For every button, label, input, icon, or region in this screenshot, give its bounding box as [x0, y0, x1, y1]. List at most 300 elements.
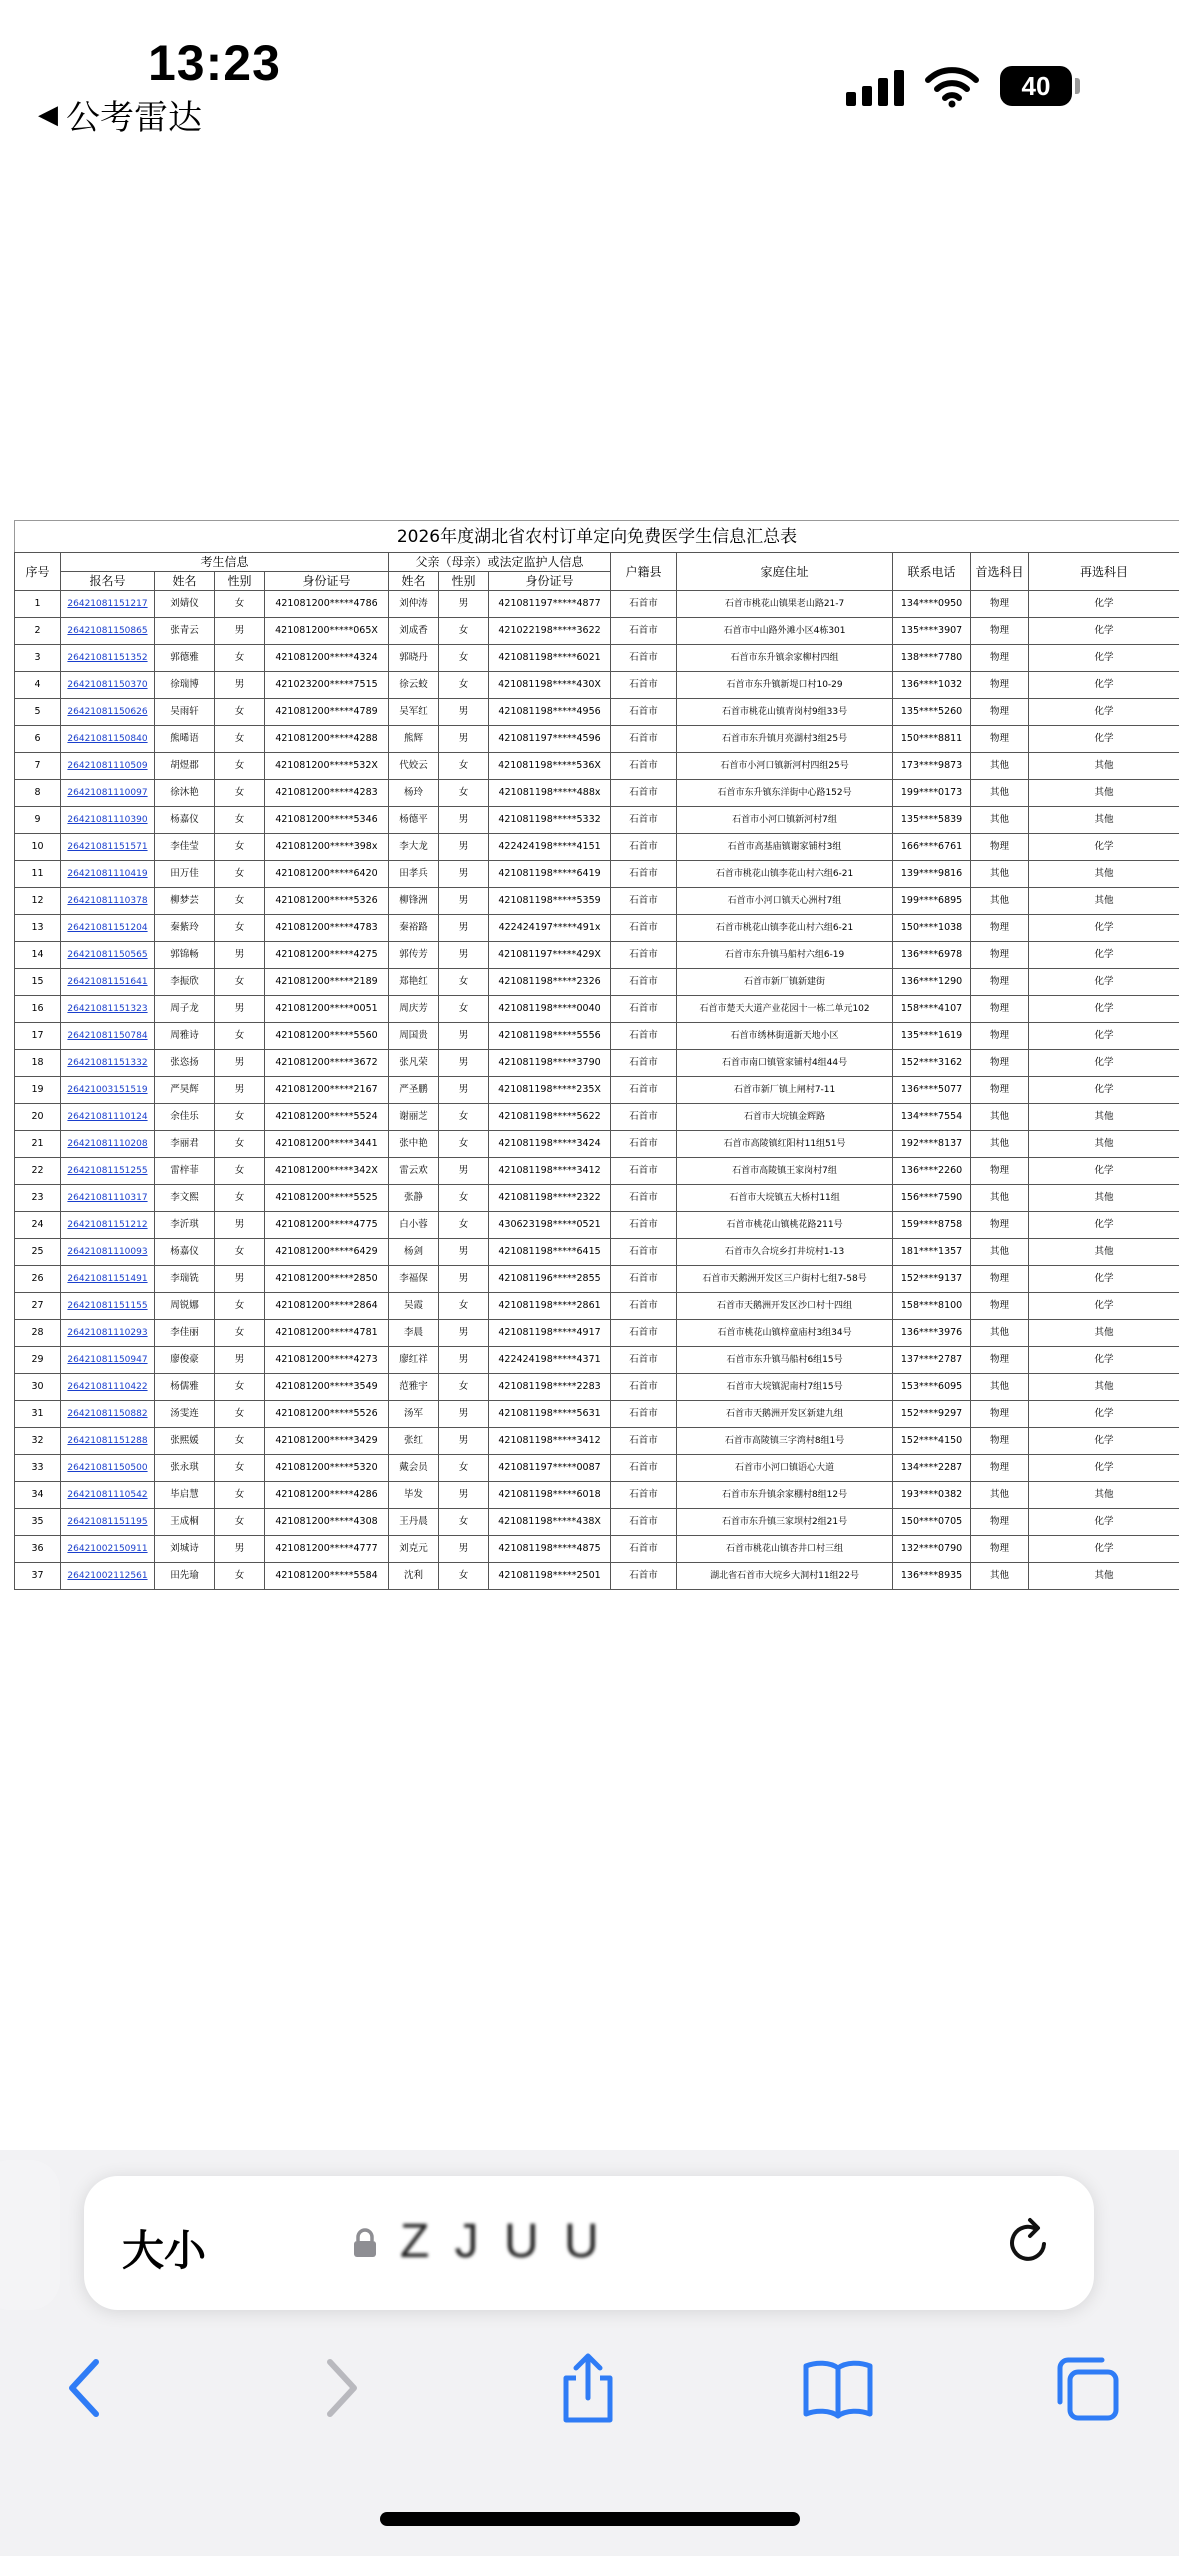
table-row — [15, 915, 1179, 942]
table-row — [15, 726, 1179, 753]
student-id-no: 421081200*****4286 — [265, 1482, 389, 1509]
table-row — [15, 969, 1179, 996]
phone-number: 150****8811 — [893, 726, 971, 753]
reg-no-link[interactable]: 26421081110422 — [61, 1374, 155, 1401]
first-subject: 物理 — [971, 1536, 1029, 1563]
back-app-label: 公考雷达 — [66, 99, 202, 137]
previous-tab-peek[interactable] — [0, 2160, 60, 2310]
student-id-no: 421081200*****5525 — [265, 1185, 389, 1212]
phone-number: 135****1619 — [893, 1023, 971, 1050]
reg-no-link[interactable]: 26421081151323 — [61, 996, 155, 1023]
student-gender: 男 — [215, 1077, 265, 1104]
student-gender: 女 — [215, 1509, 265, 1536]
first-subject: 物理 — [971, 1023, 1029, 1050]
guardian-id-no: 421081198*****2322 — [489, 1185, 611, 1212]
reg-no-link[interactable]: 26421081150865 — [61, 618, 155, 645]
household-county: 石首市 — [611, 1023, 677, 1050]
url-text[interactable]: Z J U U — [400, 2215, 605, 2268]
household-county: 石首市 — [611, 1131, 677, 1158]
table-row — [15, 591, 1179, 618]
student-id-no: 421023200*****7515 — [265, 672, 389, 699]
cellular-signal-icon — [846, 70, 904, 106]
student-id-no: 421081200*****3672 — [265, 1050, 389, 1077]
household-county: 石首市 — [611, 1320, 677, 1347]
guardian-id-no: 421081198*****5556 — [489, 1023, 611, 1050]
home-address: 石首市桃花山镇李花山村六组6-21 — [677, 915, 893, 942]
second-subject: 化学 — [1029, 1158, 1179, 1185]
student-name: 张熙媛 — [155, 1428, 215, 1455]
guardian-name: 刘仲涛 — [389, 591, 439, 618]
row-seq: 11 — [15, 861, 61, 888]
student-name: 周锐娜 — [155, 1293, 215, 1320]
student-id-no: 421081200*****342X — [265, 1158, 389, 1185]
back-to-app[interactable] — [38, 90, 202, 139]
home-address: 石首市桃花山镇李花山村六组6-21 — [677, 861, 893, 888]
guardian-name: 吴霞 — [389, 1293, 439, 1320]
row-seq: 29 — [15, 1347, 61, 1374]
reg-no-link[interactable]: 26421081151195 — [61, 1509, 155, 1536]
student-id-no: 421081200*****4789 — [265, 699, 389, 726]
guardian-id-no: 421081198*****430X — [489, 672, 611, 699]
student-id-no: 421081200*****4781 — [265, 1320, 389, 1347]
reg-no-link[interactable]: 26421081151255 — [61, 1158, 155, 1185]
student-id-no: 421081200*****3441 — [265, 1131, 389, 1158]
guardian-gender: 女 — [439, 1104, 489, 1131]
household-county: 石首市 — [611, 888, 677, 915]
student-gender: 女 — [215, 645, 265, 672]
household-county: 石首市 — [611, 942, 677, 969]
student-gender: 女 — [215, 834, 265, 861]
home-address: 石首市桃花山镇青岗村9组33号 — [677, 699, 893, 726]
tabs-button[interactable] — [1050, 2350, 1126, 2426]
guardian-id-no: 421081198*****4917 — [489, 1320, 611, 1347]
home-address: 石首市东升镇马船村6组15号 — [677, 1347, 893, 1374]
guardian-name: 杨德平 — [389, 807, 439, 834]
guardian-gender: 男 — [439, 726, 489, 753]
home-address: 石首市东升镇月亮湖村3组25号 — [677, 726, 893, 753]
student-id-no: 421081200*****4777 — [265, 1536, 389, 1563]
row-seq: 10 — [15, 834, 61, 861]
guardian-id-no: 430623198*****0521 — [489, 1212, 611, 1239]
row-seq: 16 — [15, 996, 61, 1023]
second-subject: 其他 — [1029, 1185, 1179, 1212]
student-name: 柳梦芸 — [155, 888, 215, 915]
student-id-no: 421081200*****2189 — [265, 969, 389, 996]
document-title: 2026年度湖北省农村订单定向免费医学生信息汇总表 — [14, 520, 1179, 552]
row-seq: 5 — [15, 699, 61, 726]
home-address: 石首市大垸镇金辉路 — [677, 1104, 893, 1131]
guardian-gender: 男 — [439, 1428, 489, 1455]
phone-number: 181****1357 — [893, 1239, 971, 1266]
guardian-name: 王丹晨 — [389, 1509, 439, 1536]
reg-no-link[interactable]: 26421081150626 — [61, 699, 155, 726]
first-subject: 其他 — [971, 1563, 1029, 1590]
first-subject: 物理 — [971, 672, 1029, 699]
guardian-gender: 女 — [439, 780, 489, 807]
household-county: 石首市 — [611, 915, 677, 942]
header-seq: 序号 — [15, 553, 61, 591]
household-county: 石首市 — [611, 1050, 677, 1077]
first-subject: 其他 — [971, 861, 1029, 888]
reg-no-link[interactable]: 26421081151332 — [61, 1050, 155, 1077]
student-name: 胡煜郡 — [155, 753, 215, 780]
guardian-name: 李晨 — [389, 1320, 439, 1347]
row-seq: 27 — [15, 1293, 61, 1320]
student-name: 杨嘉仪 — [155, 807, 215, 834]
table-body — [15, 591, 1179, 1590]
guardian-gender: 女 — [439, 1509, 489, 1536]
student-gender: 男 — [215, 618, 265, 645]
phone-number: 152****9137 — [893, 1266, 971, 1293]
row-seq: 1 — [15, 591, 61, 618]
reg-no-link[interactable]: 26421081151491 — [61, 1266, 155, 1293]
reg-no-link[interactable]: 26421081110097 — [61, 780, 155, 807]
second-subject: 化学 — [1029, 1509, 1179, 1536]
first-subject: 物理 — [971, 1401, 1029, 1428]
table-row — [15, 888, 1179, 915]
student-gender: 女 — [215, 780, 265, 807]
student-gender: 女 — [215, 1023, 265, 1050]
student-name: 徐瑞博 — [155, 672, 215, 699]
home-address: 湖北省石首市大垸乡大洞村11组22号 — [677, 1563, 893, 1590]
second-subject: 化学 — [1029, 1077, 1179, 1104]
student-gender: 女 — [215, 1374, 265, 1401]
table-row — [15, 1401, 1179, 1428]
guardian-gender: 女 — [439, 1374, 489, 1401]
guardian-gender: 男 — [439, 834, 489, 861]
guardian-gender: 男 — [439, 915, 489, 942]
phone-number: 136****6978 — [893, 942, 971, 969]
guardian-gender: 女 — [439, 1455, 489, 1482]
household-county: 石首市 — [611, 726, 677, 753]
guardian-gender: 男 — [439, 1482, 489, 1509]
second-subject: 化学 — [1029, 834, 1179, 861]
guardian-gender: 男 — [439, 1320, 489, 1347]
reg-no-link[interactable]: 26421002150911 — [61, 1536, 155, 1563]
row-seq: 35 — [15, 1509, 61, 1536]
guardian-gender: 女 — [439, 645, 489, 672]
first-subject: 物理 — [971, 591, 1029, 618]
student-id-no: 421081200*****398x — [265, 834, 389, 861]
reg-no-link[interactable]: 26421081151217 — [61, 591, 155, 618]
guardian-gender: 男 — [439, 699, 489, 726]
table-row — [15, 1077, 1179, 1104]
student-id-no: 421081200*****6420 — [265, 861, 389, 888]
reg-no-link[interactable]: 26421081110124 — [61, 1104, 155, 1131]
phone-number: 135****5839 — [893, 807, 971, 834]
first-subject: 物理 — [971, 969, 1029, 996]
first-subject: 物理 — [971, 1050, 1029, 1077]
reg-no-link[interactable]: 26421081150370 — [61, 672, 155, 699]
guardian-name: 周国贵 — [389, 1023, 439, 1050]
reg-no-link[interactable]: 26421003151519 — [61, 1077, 155, 1104]
row-seq: 20 — [15, 1104, 61, 1131]
guardian-name: 张凡荣 — [389, 1050, 439, 1077]
guardian-name: 张红 — [389, 1428, 439, 1455]
reg-no-link[interactable]: 26421081151641 — [61, 969, 155, 996]
table-row — [15, 807, 1179, 834]
student-name: 张永琪 — [155, 1455, 215, 1482]
second-subject: 其他 — [1029, 1239, 1179, 1266]
header-candidate: 考生信息 — [61, 553, 389, 572]
guardian-gender: 女 — [439, 672, 489, 699]
reg-no-link[interactable]: 26421002112561 — [61, 1563, 155, 1590]
second-subject: 其他 — [1029, 807, 1179, 834]
reg-no-link[interactable]: 26421081151212 — [61, 1212, 155, 1239]
reg-no-link[interactable]: 26421081110317 — [61, 1185, 155, 1212]
first-subject: 物理 — [971, 726, 1029, 753]
reg-no-link[interactable]: 26421081110390 — [61, 807, 155, 834]
table-row — [15, 1158, 1179, 1185]
guardian-name: 严圣鹏 — [389, 1077, 439, 1104]
second-subject: 其他 — [1029, 1563, 1179, 1590]
guardian-gender: 女 — [439, 996, 489, 1023]
first-subject: 其他 — [971, 1482, 1029, 1509]
guardian-id-no: 421081198*****6419 — [489, 861, 611, 888]
guardian-id-no: 421081198*****3412 — [489, 1428, 611, 1455]
student-gender: 女 — [215, 726, 265, 753]
student-name: 杨嘉仪 — [155, 1239, 215, 1266]
table-row — [15, 1212, 1179, 1239]
second-subject: 其他 — [1029, 1131, 1179, 1158]
household-county: 石首市 — [611, 1401, 677, 1428]
guardian-name: 熊辉 — [389, 726, 439, 753]
guardian-gender: 男 — [439, 1077, 489, 1104]
phone-number: 159****8758 — [893, 1212, 971, 1239]
row-seq: 30 — [15, 1374, 61, 1401]
student-id-no: 421081200*****4786 — [265, 591, 389, 618]
table-row — [15, 1374, 1179, 1401]
reg-no-link[interactable]: 26421081110509 — [61, 753, 155, 780]
reg-no-link[interactable]: 26421081110378 — [61, 888, 155, 915]
reg-no-link[interactable]: 26421081110542 — [61, 1482, 155, 1509]
reg-no-link[interactable]: 26421081151571 — [61, 834, 155, 861]
first-subject: 物理 — [971, 1428, 1029, 1455]
guardian-gender: 男 — [439, 591, 489, 618]
guardian-id-no: 421081197*****0087 — [489, 1455, 611, 1482]
first-subject: 其他 — [971, 780, 1029, 807]
student-name: 秦紫玲 — [155, 915, 215, 942]
guardian-name: 郑艳红 — [389, 969, 439, 996]
household-county: 石首市 — [611, 780, 677, 807]
student-name: 李瑞铣 — [155, 1266, 215, 1293]
student-name: 郭德雅 — [155, 645, 215, 672]
row-seq: 33 — [15, 1455, 61, 1482]
phone-number: 166****6761 — [893, 834, 971, 861]
phone-number: 156****7590 — [893, 1185, 971, 1212]
row-seq: 4 — [15, 672, 61, 699]
first-subject: 物理 — [971, 1347, 1029, 1374]
back-button[interactable] — [48, 2350, 124, 2426]
guardian-id-no: 421081198*****5332 — [489, 807, 611, 834]
guardian-gender: 男 — [439, 1347, 489, 1374]
household-county: 石首市 — [611, 672, 677, 699]
student-id-no: 421081200*****5560 — [265, 1023, 389, 1050]
second-subject: 化学 — [1029, 915, 1179, 942]
household-county: 石首市 — [611, 1104, 677, 1131]
guardian-id-no: 422424198*****4151 — [489, 834, 611, 861]
reg-no-link[interactable]: 26421081151204 — [61, 915, 155, 942]
student-name: 熊晞语 — [155, 726, 215, 753]
guardian-name: 雷云欢 — [389, 1158, 439, 1185]
home-address: 石首市高陵镇三字湾村8组1号 — [677, 1428, 893, 1455]
student-gender: 女 — [215, 1401, 265, 1428]
guardian-name: 刘克元 — [389, 1536, 439, 1563]
student-id-no: 421081200*****532X — [265, 753, 389, 780]
student-name: 刘婧仪 — [155, 591, 215, 618]
home-address: 石首市绣林街道新天地小区 — [677, 1023, 893, 1050]
share-button[interactable] — [550, 2350, 626, 2426]
student-id-no: 421081200*****2167 — [265, 1077, 389, 1104]
guardian-gender: 男 — [439, 1023, 489, 1050]
second-subject: 化学 — [1029, 1536, 1179, 1563]
guardian-id-no: 421081198*****536X — [489, 753, 611, 780]
second-subject: 化学 — [1029, 726, 1179, 753]
home-address: 石首市桃花山镇果老山路21-7 — [677, 591, 893, 618]
reg-no-link[interactable]: 26421081150500 — [61, 1455, 155, 1482]
household-county: 石首市 — [611, 1455, 677, 1482]
wifi-icon — [925, 66, 979, 108]
reg-no-link[interactable]: 26421081150882 — [61, 1401, 155, 1428]
phone-number: 136****3976 — [893, 1320, 971, 1347]
student-name: 张青云 — [155, 618, 215, 645]
student-gender: 女 — [215, 1482, 265, 1509]
second-subject: 化学 — [1029, 645, 1179, 672]
student-gender: 女 — [215, 1320, 265, 1347]
home-address: 石首市东升镇三家坝村2组21号 — [677, 1509, 893, 1536]
second-subject: 化学 — [1029, 1023, 1179, 1050]
home-address: 石首市东升镇东洋街中心路152号 — [677, 780, 893, 807]
row-seq: 12 — [15, 888, 61, 915]
reg-no-link[interactable]: 26421081150565 — [61, 942, 155, 969]
guardian-id-no: 421081198*****6415 — [489, 1239, 611, 1266]
first-subject: 其他 — [971, 1374, 1029, 1401]
home-address: 石首市小河口镇新河村四组25号 — [677, 753, 893, 780]
guardian-gender: 男 — [439, 1536, 489, 1563]
row-seq: 8 — [15, 780, 61, 807]
home-address: 石首市南口镇管家铺村4组44号 — [677, 1050, 893, 1077]
phone-number: 132****0790 — [893, 1536, 971, 1563]
second-subject: 化学 — [1029, 672, 1179, 699]
row-seq: 2 — [15, 618, 61, 645]
student-gender: 女 — [215, 1158, 265, 1185]
phone-number: 135****5260 — [893, 699, 971, 726]
phone-number: 199****6895 — [893, 888, 971, 915]
student-id-no: 421081200*****5326 — [265, 888, 389, 915]
household-county: 石首市 — [611, 1158, 677, 1185]
guardian-gender: 女 — [439, 753, 489, 780]
row-seq: 3 — [15, 645, 61, 672]
student-name: 刘城诗 — [155, 1536, 215, 1563]
phone-number: 152****4150 — [893, 1428, 971, 1455]
phone-number: 138****7780 — [893, 645, 971, 672]
reg-no-link[interactable]: 26421081151288 — [61, 1428, 155, 1455]
reg-no-link[interactable]: 26421081110419 — [61, 861, 155, 888]
second-subject: 化学 — [1029, 699, 1179, 726]
reload-icon[interactable] — [1000, 2214, 1056, 2270]
home-address: 石首市天鹅洲开发区沙口村十四组 — [677, 1293, 893, 1320]
reg-no-link[interactable]: 26421081151155 — [61, 1293, 155, 1320]
guardian-id-no: 421081196*****2855 — [489, 1266, 611, 1293]
row-seq: 9 — [15, 807, 61, 834]
first-subject: 其他 — [971, 1131, 1029, 1158]
student-gender: 女 — [215, 1428, 265, 1455]
phone-number: 150****1038 — [893, 915, 971, 942]
guardian-id-no: 422424197*****491x — [489, 915, 611, 942]
header-id-no: 身份证号 — [265, 572, 389, 591]
student-name: 田万佳 — [155, 861, 215, 888]
page-settings-button[interactable]: 大小 — [122, 2227, 207, 2274]
student-name: 李沂琪 — [155, 1212, 215, 1239]
household-county: 石首市 — [611, 1077, 677, 1104]
phone-number: 136****8935 — [893, 1563, 971, 1590]
header-gender: 性别 — [215, 572, 265, 591]
first-subject: 物理 — [971, 1266, 1029, 1293]
reg-no-link[interactable]: 26421081110093 — [61, 1239, 155, 1266]
table-row — [15, 1239, 1179, 1266]
guardian-id-no: 421081198*****2326 — [489, 969, 611, 996]
table-row — [15, 1320, 1179, 1347]
table-row — [15, 780, 1179, 807]
guardian-name: 田孝兵 — [389, 861, 439, 888]
home-address: 石首市小河口镇天心洲村7组 — [677, 888, 893, 915]
table-row — [15, 1455, 1179, 1482]
reg-no-link[interactable]: 26421081110293 — [61, 1320, 155, 1347]
row-seq: 19 — [15, 1077, 61, 1104]
header-household: 户籍县 — [611, 553, 677, 591]
student-name: 李文熙 — [155, 1185, 215, 1212]
student-gender: 女 — [215, 807, 265, 834]
guardian-id-no: 421081197*****4877 — [489, 591, 611, 618]
reg-no-link[interactable]: 26421081151352 — [61, 645, 155, 672]
student-id-no: 421081200*****5526 — [265, 1401, 389, 1428]
guardian-id-no: 421081198*****3790 — [489, 1050, 611, 1077]
row-seq: 37 — [15, 1563, 61, 1590]
second-subject: 化学 — [1029, 591, 1179, 618]
guardian-gender: 男 — [439, 1401, 489, 1428]
home-address: 石首市天鹅洲开发区新建九组 — [677, 1401, 893, 1428]
household-county: 石首市 — [611, 1185, 677, 1212]
bookmarks-button[interactable] — [800, 2350, 876, 2426]
second-subject: 其他 — [1029, 753, 1179, 780]
table-row — [15, 1050, 1179, 1077]
second-subject: 化学 — [1029, 618, 1179, 645]
battery-indicator: 40 — [1000, 66, 1072, 106]
first-subject: 物理 — [971, 996, 1029, 1023]
row-seq: 13 — [15, 915, 61, 942]
forward-button[interactable] — [302, 2350, 378, 2426]
table-row — [15, 996, 1179, 1023]
household-county: 石首市 — [611, 1482, 677, 1509]
student-name: 汤雯连 — [155, 1401, 215, 1428]
header-guardian: 父亲（母亲）或法定监护人信息 — [389, 553, 611, 572]
second-subject: 其他 — [1029, 1320, 1179, 1347]
guardian-id-no: 421081198*****488x — [489, 780, 611, 807]
lock-icon — [352, 2228, 378, 2258]
reg-no-link[interactable]: 26421081150840 — [61, 726, 155, 753]
home-address: 石首市大垸镇泥南村7组15号 — [677, 1374, 893, 1401]
table-row — [15, 1293, 1179, 1320]
reg-no-link[interactable]: 26421081150947 — [61, 1347, 155, 1374]
status-time: 13:23 — [148, 35, 281, 91]
first-subject: 其他 — [971, 1185, 1029, 1212]
guardian-id-no: 421081198*****3424 — [489, 1131, 611, 1158]
row-seq: 34 — [15, 1482, 61, 1509]
student-gender: 女 — [215, 1104, 265, 1131]
reg-no-link[interactable]: 26421081150784 — [61, 1023, 155, 1050]
table-row — [15, 942, 1179, 969]
reg-no-link[interactable]: 26421081110208 — [61, 1131, 155, 1158]
